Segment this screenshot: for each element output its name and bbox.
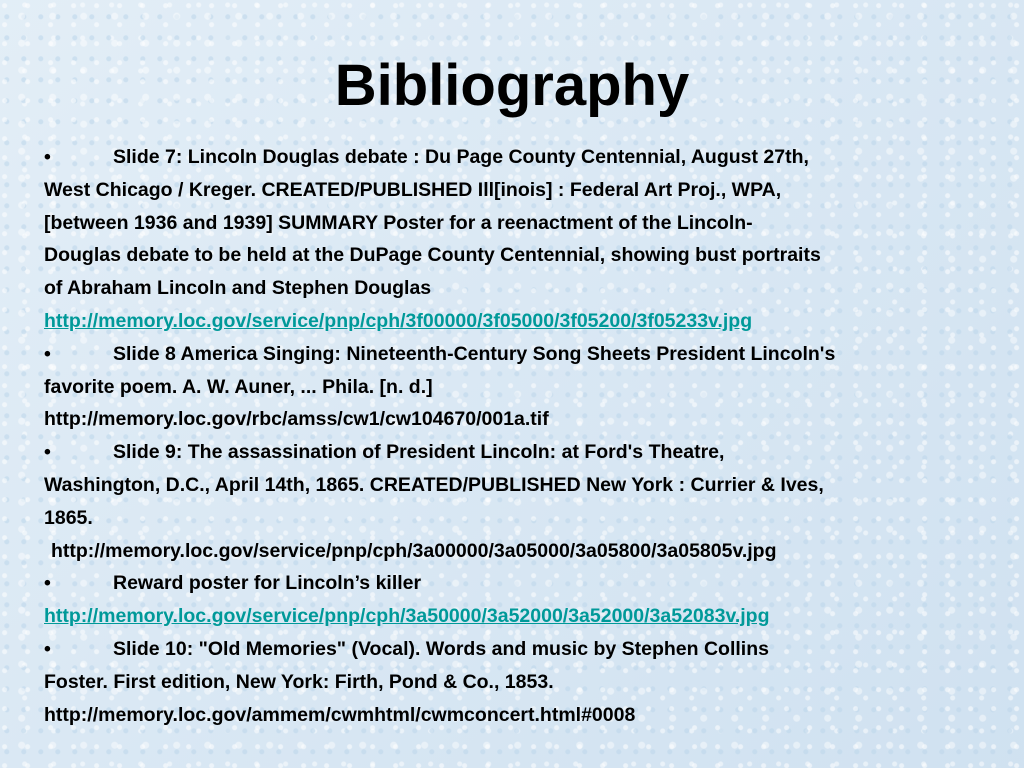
- slide-9-url: http://memory.loc.gov/service/pnp/cph/3a00000/3a05000/3a05800/3a05805v.jpg: [51, 539, 777, 562]
- reward-poster-link[interactable]: http://memory.loc.gov/service/pnp/cph/3a50000/3a52000/3a52000/3a52083v.jpg: [44, 605, 770, 628]
- bullet: •: [44, 146, 51, 168]
- bullet: •: [44, 637, 51, 660]
- entry-text: Slide 7: Lincoln Douglas debate : Du Page County Centennial, August 27th,: [113, 146, 809, 168]
- entry-text: Douglas debate to be held at the DuPage County Centennial, showing bust portraits: [44, 244, 821, 267]
- bibliography-list: [44, 141, 994, 731]
- entry-text: Reward poster for Lincoln’s killer: [113, 572, 422, 595]
- bibliography-entry-reward-poster: [44, 567, 994, 600]
- entry-text: 1865.: [44, 506, 93, 529]
- entry-text: Washington, D.C., April 14th, 1865. CREATED/PUBLISHED New York : Currier & Ives,: [44, 473, 824, 496]
- entry-text: West Chicago / Kreger. CREATED/PUBLISHED Ill[inois] : Federal Art Proj., WPA,: [44, 178, 782, 201]
- link-row: [44, 305, 994, 338]
- entry-text: [between 1936 and 1939] SUMMARY Poster for a reenactment of the Lincoln-: [44, 211, 753, 234]
- link-row: [44, 600, 994, 633]
- bullet: •: [44, 572, 51, 595]
- slide-10-url: http://memory.loc.gov/ammem/cwmhtml/cwmconcert.html#0008: [44, 703, 636, 726]
- bibliography-entry-slide-10: [44, 633, 994, 666]
- entry-text: Slide 9: The assassination of President Lincoln: at Ford's Theatre,: [113, 441, 725, 464]
- entry-text: favorite poem. A. W. Auner, ... Phila. [n. d.]: [44, 375, 433, 398]
- bibliography-entry-slide-9: [44, 436, 994, 469]
- bullet: •: [44, 342, 51, 365]
- bibliography-entry-slide-7: [44, 141, 994, 174]
- slide-title: Bibliography: [334, 53, 690, 118]
- entry-text: Slide 8 America Singing: Nineteenth-Century Song Sheets President Lincoln's: [113, 342, 836, 365]
- entry-text: of Abraham Lincoln and Stephen Douglas: [44, 277, 432, 300]
- bibliography-entry-slide-8: [44, 338, 994, 371]
- bullet: •: [44, 441, 51, 464]
- entry-text: Foster. First edition, New York: Firth, Pond & Co., 1853.: [44, 670, 554, 693]
- entry-text: Slide 10: "Old Memories" (Vocal). Words and music by Stephen Collins: [113, 637, 769, 660]
- slide-7-link[interactable]: http://memory.loc.gov/service/pnp/cph/3f00000/3f05000/3f05200/3f05233v.jpg: [44, 309, 753, 332]
- slide-8-url: http://memory.loc.gov/rbc/amss/cw1/cw104670/001a.tif: [44, 408, 549, 431]
